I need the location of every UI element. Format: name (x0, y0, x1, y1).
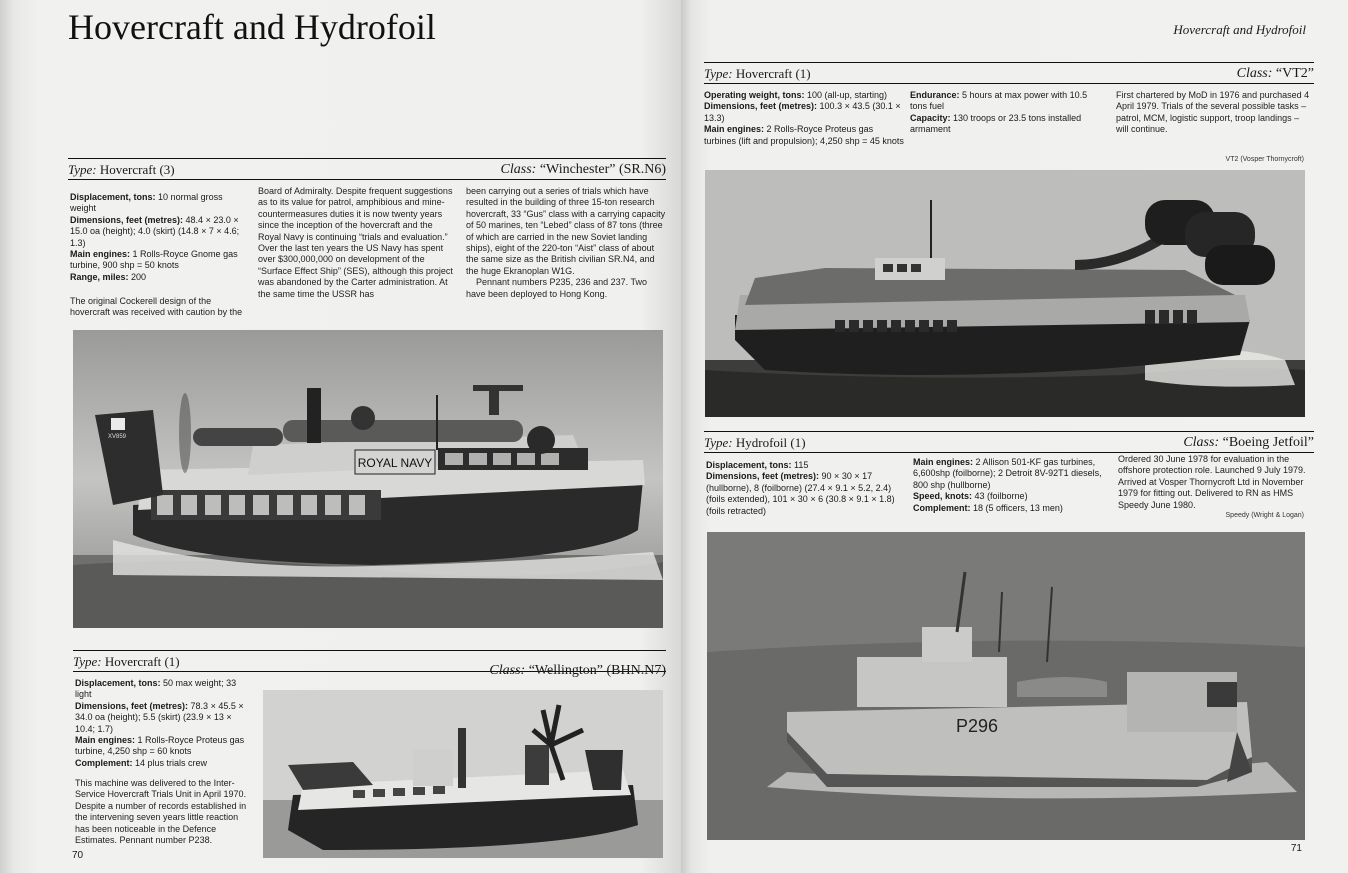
page-number: 71 (1290, 843, 1302, 854)
class-label: Class: “Boeing Jetfoil” (1183, 435, 1314, 450)
body-text-col3: been carrying out a series of trials which have resulted in the building of three 15-ton research hovercraft, 33 “Gus” class with a carrying capacity of 50 marines, ten “Lebed” class of 87 tons (three of which are carried in the new Soviet landing ships), eight of the 220-ton “Aist” class of about the same size as the British civilian SR.N4, and the huge Ekranoplan W1G. Pennant numbers P235, 236 and 237. Two have been deployed to Hong Kong. (466, 186, 666, 299)
type-label: Type: Hovercraft (3) (68, 162, 175, 177)
spec-item: Main engines: 2 Allison 501-KF gas turbines, 6,600shp (foilborne); 2 Detroit 8V-92T1 diesels, 800 shp (hullborne) (913, 457, 1102, 490)
spec-block-col2 (910, 90, 1106, 136)
body-text: Ordered 30 June 1978 for evaluation in the offshore protection role. Launched 9 July 1979. Arrived at Vosper Thornycroft Ltd in November 1979 for fitting out. Delivered to RN as HMS Speedy June 1980. (1118, 454, 1306, 510)
type-label: Type: Hovercraft (1) (704, 66, 811, 81)
page-number: 70 (72, 850, 84, 861)
spec-item: Main engines: 1 Rolls-Royce Proteus gas turbine, 4,250 shp = 60 knots (75, 735, 245, 757)
spec-item: Main engines: 1 Rolls-Royce Gnome gas turbine, 900 shp = 50 knots (70, 249, 238, 271)
class-label: Class: “VT2” (1236, 66, 1314, 81)
body-text: This machine was delivered to the Inter-Service Hovercraft Trials Unit in April 1970. Despite a number of records established in the intervening seven years little reaction has been noticeable in the Defence Estimates. Pennant number P238. (75, 778, 247, 846)
svg-text:XV859: XV859 (107, 434, 127, 440)
spec-block-col2 (913, 457, 1111, 514)
jetfoil-section (704, 431, 1314, 453)
spec-item: Operating weight, tons: 100 (all-up, starting) (704, 90, 888, 100)
spec-block-col1 (706, 460, 904, 517)
photo-caption: Speedy (Wright & Logan) (1225, 512, 1304, 519)
spec-item: Displacement, tons: 50 max weight; 33 light (75, 678, 237, 700)
spec-item: Capacity: 130 troops or 23.5 tons installed armament (910, 112, 1082, 135)
section-header (704, 431, 1314, 453)
royal-navy-lettering: ROYAL NAVY (357, 456, 433, 470)
spec-item: Speed, knots: 43 (foilborne) (913, 491, 1028, 502)
jetfoil-photo (707, 532, 1305, 840)
body-text-col1: The original Cockerell design of the hovercraft was received with caution by the (70, 296, 243, 318)
wellington-photo (263, 690, 663, 858)
right-page (681, 0, 1348, 873)
section-header (68, 158, 666, 180)
body-text-col2: Board of Admiralty. Despite frequent suggestions as to its value for patrol, amphibious and mine-countermeasures duties it is now twenty years since the inception of the hovercraft and the Royal Navy is continuing “trials and evaluation.” Over the last ten years the US Navy has spent over $300,000,000 on development of the “Surface Effect Ship” (SES), although this project was abandoned by the Carter administration. At the same time the USSR has (258, 186, 453, 299)
spec-item: Complement: 18 (5 officers, 13 men) (913, 502, 1063, 513)
type-label: Type: Hydrofoil (1) (704, 435, 806, 450)
spec-item: Dimensions, feet (metres): 100.3 × 43.5 (30.1 × 13.3) (704, 101, 901, 123)
class-label: Class: “Winchester” (SR.N6) (500, 162, 666, 177)
photo-caption: VT2 (Vosper Thornycroft) (1225, 156, 1304, 163)
winchester-photo (73, 330, 663, 628)
spec-item: Complement: 14 plus trials crew (75, 757, 208, 768)
vt2-section (704, 62, 1314, 84)
type-label: Type: Hovercraft (1) (73, 654, 180, 669)
page-title: Hovercraft and Hydrofoil (68, 7, 436, 47)
vt2-photo (705, 170, 1305, 417)
body-text: First chartered by MoD in 1976 and purchased 4 April 1979. Trials of the several possible tasks – patrol, MCM, logistic support, troop landings – will continue. (1116, 90, 1310, 135)
spec-item: Dimensions, feet (metres): 78.3 × 45.5 × 34.0 oa (height); 5.5 (skirt) (23.9 × 13 × 10.4; 1.7) (75, 700, 244, 734)
spec-item: Dimensions, feet (metres): 90 × 30 × 17 (hullborne), 8 (foilborne) (27.4 × 9.1 × 5.2, 2.4) (foils extended), 101 × 30 × 6 (30.8 × 9.1 × 1.8) (foils retracted) (706, 471, 895, 516)
spec-block-col1 (704, 90, 904, 147)
spec-block (75, 678, 253, 769)
class-label: Class: “Wellington” (BHN.N7) (489, 663, 666, 678)
spec-item: Endurance: 5 hours at max power with 10.5 tons fuel (910, 90, 1088, 112)
svg-text:P296: P296 (955, 716, 999, 736)
section-header (73, 650, 666, 678)
running-head: Hovercraft and Hydrofoil (1173, 22, 1306, 37)
spec-item: Displacement, tons: 115 (706, 460, 809, 470)
spec-block (70, 192, 250, 283)
spec-item: Dimensions, feet (metres): 48.4 × 23.0 × 15.0 oa (height); 4.0 (skirt) (14.8 × 7 × 4.6; 1.3) (70, 214, 240, 248)
spec-item: Main engines: 2 Rolls-Royce Proteus gas turbines (lift and propulsion); 4,250 shp = 45 knots (704, 124, 904, 146)
spec-item: Range, miles: 200 (70, 271, 147, 282)
spec-item: Displacement, tons: 10 normal gross weight (70, 192, 223, 214)
wellington-section (73, 650, 666, 678)
winchester-section (68, 158, 666, 334)
section-header (704, 62, 1314, 84)
